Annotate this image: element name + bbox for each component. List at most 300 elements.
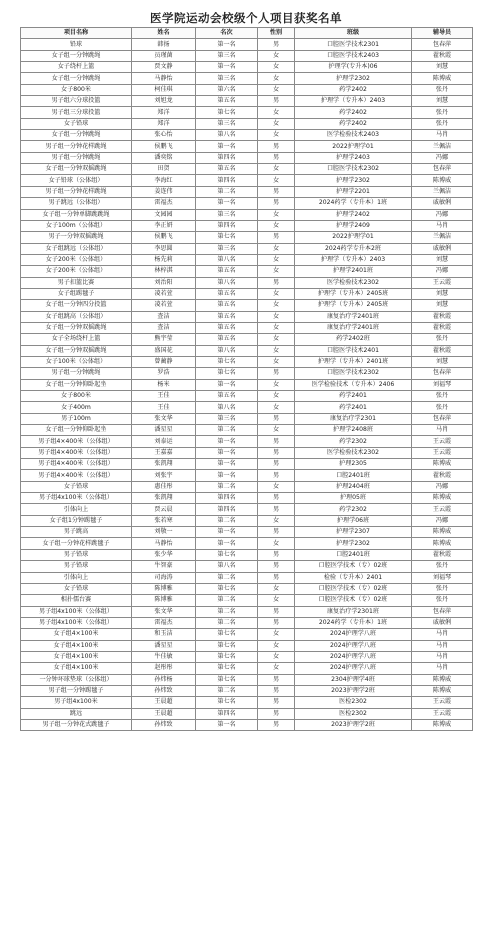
counselor-cell: 戚敏俐 bbox=[412, 243, 473, 254]
table-row bbox=[21, 243, 473, 254]
table-row bbox=[21, 152, 473, 163]
counselor-cell: 王云霞 bbox=[412, 697, 473, 708]
counselor-cell: 陈博威 bbox=[412, 685, 473, 696]
table-row bbox=[21, 549, 473, 560]
event-cell: 铅球 bbox=[21, 39, 132, 50]
event-cell: 女子铅球 bbox=[21, 118, 132, 129]
class-cell: 护理学06班 bbox=[295, 515, 412, 526]
rank-cell: 第五名 bbox=[196, 288, 258, 299]
table-row bbox=[21, 391, 473, 402]
class-cell: 护理学2302 bbox=[295, 175, 412, 186]
gender-cell: 女 bbox=[258, 243, 295, 254]
name-cell: 凌若萱 bbox=[132, 288, 196, 299]
name-cell: 凌若萱 bbox=[132, 300, 196, 311]
event-cell: 女子组4×100米 bbox=[21, 640, 132, 651]
rank-cell: 第八名 bbox=[196, 277, 258, 288]
gender-cell: 男 bbox=[258, 39, 295, 50]
event-cell: 男子组一分钟踢毽子 bbox=[21, 685, 132, 696]
gender-cell: 男 bbox=[258, 152, 295, 163]
rank-cell: 第四名 bbox=[196, 493, 258, 504]
event-cell: 女子组一分钟仰卧起坐 bbox=[21, 379, 132, 390]
name-cell: 张心怡 bbox=[132, 130, 196, 141]
class-cell: 护理学2408班 bbox=[295, 425, 412, 436]
counselor-cell: 翟秋霞 bbox=[412, 322, 473, 333]
gender-cell: 男 bbox=[258, 549, 295, 560]
gender-cell: 男 bbox=[258, 708, 295, 719]
gender-cell: 女 bbox=[258, 515, 295, 526]
counselor-cell: 陈博威 bbox=[412, 175, 473, 186]
name-cell: 王佳 bbox=[132, 402, 196, 413]
table-row bbox=[21, 527, 473, 538]
counselor-cell: 王云霞 bbox=[412, 436, 473, 447]
gender-cell: 女 bbox=[258, 640, 295, 651]
counselor-cell: 马肖 bbox=[412, 220, 473, 231]
event-cell: 男子100m bbox=[21, 413, 132, 424]
name-cell: 侯鹏飞 bbox=[132, 141, 196, 152]
award-table bbox=[20, 27, 473, 731]
event-cell: 男子组六分球投篮 bbox=[21, 96, 132, 107]
counselor-cell: 马肖 bbox=[412, 663, 473, 674]
rank-cell: 第五名 bbox=[196, 266, 258, 277]
gender-cell: 男 bbox=[258, 141, 295, 152]
rank-cell: 第七名 bbox=[196, 651, 258, 662]
rank-cell: 第一名 bbox=[196, 447, 258, 458]
gender-cell: 女 bbox=[258, 209, 295, 220]
counselor-cell: 刘福琴 bbox=[412, 379, 473, 390]
event-cell: 女子400m bbox=[21, 402, 132, 413]
event-cell: 男子跳远（公体组） bbox=[21, 198, 132, 209]
gender-cell: 女 bbox=[258, 164, 295, 175]
class-cell: 护理学2201 bbox=[295, 186, 412, 197]
name-cell: 陈博雅 bbox=[132, 595, 196, 606]
name-cell: 曾蔺静 bbox=[132, 356, 196, 367]
gender-cell: 女 bbox=[258, 84, 295, 95]
rank-cell: 第一名 bbox=[196, 527, 258, 538]
class-cell: 口腔医学技术2301 bbox=[295, 39, 412, 50]
table-row bbox=[21, 73, 473, 84]
name-cell: 和玉洁 bbox=[132, 629, 196, 640]
table-row bbox=[21, 62, 473, 73]
counselor-cell: 翟秋霞 bbox=[412, 345, 473, 356]
event-cell: 女子组一分钟双摇跳绳 bbox=[21, 164, 132, 175]
rank-cell: 第四名 bbox=[196, 152, 258, 163]
name-cell: 雷福杰 bbox=[132, 617, 196, 628]
rank-cell: 第七名 bbox=[196, 356, 258, 367]
event-cell: 男子组4×400米（公体组） bbox=[21, 436, 132, 447]
name-cell: 王晨超 bbox=[132, 708, 196, 719]
counselor-cell: 翟秋霞 bbox=[412, 549, 473, 560]
rank-cell: 第八名 bbox=[196, 130, 258, 141]
counselor-cell: 包春萍 bbox=[412, 164, 473, 175]
table-row bbox=[21, 719, 473, 730]
name-cell: 熊宇莹 bbox=[132, 334, 196, 345]
class-cell: 医学检验技术2302 bbox=[295, 447, 412, 458]
rank-cell: 第二名 bbox=[196, 515, 258, 526]
table-row bbox=[21, 697, 473, 708]
class-cell: 2022护理学01 bbox=[295, 232, 412, 243]
counselor-cell: 刘慧 bbox=[412, 356, 473, 367]
rank-cell: 第八名 bbox=[196, 254, 258, 265]
gender-cell: 女 bbox=[258, 50, 295, 61]
class-cell: 康复治疗学2401班 bbox=[295, 322, 412, 333]
header-event: 项目名称 bbox=[21, 28, 132, 39]
gender-cell: 女 bbox=[258, 300, 295, 311]
class-cell: 药学2401 bbox=[295, 402, 412, 413]
name-cell: 司海涛 bbox=[132, 572, 196, 583]
rank-cell: 第五名 bbox=[196, 311, 258, 322]
counselor-cell: 陈博威 bbox=[412, 674, 473, 685]
event-cell: 女子组一分钟花样跳毽子 bbox=[21, 538, 132, 549]
counselor-cell: 马肖 bbox=[412, 640, 473, 651]
counselor-cell: 王云霞 bbox=[412, 447, 473, 458]
table-row bbox=[21, 209, 473, 220]
counselor-cell: 包春萍 bbox=[412, 606, 473, 617]
class-cell: 2022护理学01 bbox=[295, 141, 412, 152]
event-cell: 男子组4x100米 bbox=[21, 697, 132, 708]
class-cell: 口腔医学技术（专）02班 bbox=[295, 561, 412, 572]
counselor-cell: 包春萍 bbox=[412, 413, 473, 424]
name-cell: 韩扬 bbox=[132, 39, 196, 50]
name-cell: 李思圆 bbox=[132, 243, 196, 254]
table-row bbox=[21, 254, 473, 265]
counselor-cell: 王云霞 bbox=[412, 277, 473, 288]
table-row bbox=[21, 164, 473, 175]
gender-cell: 男 bbox=[258, 719, 295, 730]
counselor-cell: 马肖 bbox=[412, 651, 473, 662]
event-cell: 女子100m（公体组） bbox=[21, 220, 132, 231]
name-cell: 张若寒 bbox=[132, 515, 196, 526]
counselor-cell: 刘慧 bbox=[412, 96, 473, 107]
rank-cell: 第二名 bbox=[196, 481, 258, 492]
counselor-cell: 冯娜 bbox=[412, 152, 473, 163]
event-cell: 男子组一分钟花式跳毽子 bbox=[21, 719, 132, 730]
rank-cell: 第一名 bbox=[196, 141, 258, 152]
name-cell: 王嘉嘉 bbox=[132, 447, 196, 458]
name-cell: 潘星星 bbox=[132, 640, 196, 651]
counselor-cell: 冯娜 bbox=[412, 209, 473, 220]
table-row bbox=[21, 674, 473, 685]
rank-cell: 第五名 bbox=[196, 334, 258, 345]
counselor-cell: 翟秋霞 bbox=[412, 311, 473, 322]
gender-cell: 女 bbox=[258, 391, 295, 402]
table-row bbox=[21, 561, 473, 572]
class-cell: 药学2402 bbox=[295, 118, 412, 129]
event-cell: 女子铅球（公体组） bbox=[21, 175, 132, 186]
class-cell: 护理学（专升本）2405班 bbox=[295, 300, 412, 311]
rank-cell: 第二名 bbox=[196, 572, 258, 583]
event-cell: 女子组一分钟单脚跳跳绳 bbox=[21, 209, 132, 220]
event-cell: 男子扣篮比赛 bbox=[21, 277, 132, 288]
class-cell: 2024护理学八班 bbox=[295, 629, 412, 640]
gender-cell: 女 bbox=[258, 595, 295, 606]
counselor-cell: 张丹 bbox=[412, 561, 473, 572]
table-row bbox=[21, 708, 473, 719]
counselor-cell: 张丹 bbox=[412, 118, 473, 129]
class-cell: 2024护理学八班 bbox=[295, 640, 412, 651]
gender-cell: 男 bbox=[258, 606, 295, 617]
rank-cell: 第七名 bbox=[196, 629, 258, 640]
counselor-cell: 兰佩洁 bbox=[412, 141, 473, 152]
gender-cell: 女 bbox=[258, 311, 295, 322]
event-cell: 女子组1分钟踢毽子 bbox=[21, 515, 132, 526]
name-cell: 张凯翔 bbox=[132, 459, 196, 470]
table-row bbox=[21, 413, 473, 424]
event-cell: 女子全场绕杆上篮 bbox=[21, 334, 132, 345]
class-cell: 康复治疗学2301 bbox=[295, 413, 412, 424]
gender-cell: 男 bbox=[258, 436, 295, 447]
table-row bbox=[21, 538, 473, 549]
table-row bbox=[21, 583, 473, 594]
name-cell: 孙炜致 bbox=[132, 685, 196, 696]
class-cell: 2023护理学2班 bbox=[295, 685, 412, 696]
name-cell: 杨先莉 bbox=[132, 254, 196, 265]
event-cell: 男子组一分钟花样跳绳 bbox=[21, 186, 132, 197]
gender-cell: 女 bbox=[258, 345, 295, 356]
gender-cell: 男 bbox=[258, 459, 295, 470]
table-row bbox=[21, 685, 473, 696]
name-cell: 惠佳彤 bbox=[132, 481, 196, 492]
table-row bbox=[21, 311, 473, 322]
table-row bbox=[21, 368, 473, 379]
rank-cell: 第五名 bbox=[196, 96, 258, 107]
table-row bbox=[21, 379, 473, 390]
name-cell: 王佳 bbox=[132, 391, 196, 402]
table-row bbox=[21, 186, 473, 197]
rank-cell: 第三名 bbox=[196, 118, 258, 129]
class-cell: 药学2401 bbox=[295, 391, 412, 402]
counselor-cell: 张丹 bbox=[412, 583, 473, 594]
event-cell: 女子100米（公体组） bbox=[21, 356, 132, 367]
name-cell: 盛国花 bbox=[132, 345, 196, 356]
class-cell: 护理2305 bbox=[295, 459, 412, 470]
table-row bbox=[21, 504, 473, 515]
class-cell: 2024药学专升本2班 bbox=[295, 243, 412, 254]
class-cell: 口腔2401班 bbox=[295, 470, 412, 481]
rank-cell: 第七名 bbox=[196, 674, 258, 685]
table-row bbox=[21, 322, 473, 333]
class-cell: 2023护理学2班 bbox=[295, 719, 412, 730]
class-cell: 医检2302 bbox=[295, 708, 412, 719]
counselor-cell: 王云霞 bbox=[412, 708, 473, 719]
table-row bbox=[21, 300, 473, 311]
counselor-cell: 张丹 bbox=[412, 107, 473, 118]
rank-cell: 第七名 bbox=[196, 368, 258, 379]
name-cell: 查洁 bbox=[132, 311, 196, 322]
table-row bbox=[21, 402, 473, 413]
counselor-cell: 陈博威 bbox=[412, 73, 473, 84]
gender-cell: 女 bbox=[258, 356, 295, 367]
rank-cell: 第一名 bbox=[196, 62, 258, 73]
event-cell: 女子组踢毽子 bbox=[21, 288, 132, 299]
gender-cell: 男 bbox=[258, 368, 295, 379]
gender-cell: 男 bbox=[258, 527, 295, 538]
gender-cell: 男 bbox=[258, 413, 295, 424]
class-cell: 口腔医学技术2302 bbox=[295, 164, 412, 175]
class-cell: 护理学2402 bbox=[295, 209, 412, 220]
class-cell: 护理05班 bbox=[295, 493, 412, 504]
gender-cell: 女 bbox=[258, 663, 295, 674]
event-cell: 跳远 bbox=[21, 708, 132, 719]
rank-cell: 第二名 bbox=[196, 425, 258, 436]
gender-cell: 男 bbox=[258, 277, 295, 288]
table-row bbox=[21, 425, 473, 436]
class-cell: 2024药学（专升本）1班 bbox=[295, 617, 412, 628]
event-cell: 女子800米 bbox=[21, 391, 132, 402]
table-row bbox=[21, 334, 473, 345]
header-name: 姓名 bbox=[132, 28, 196, 39]
counselor-cell: 陈博威 bbox=[412, 527, 473, 538]
class-cell: 医学检验技术2302 bbox=[295, 277, 412, 288]
name-cell: 罗浩 bbox=[132, 368, 196, 379]
event-cell: 女子200米（公体组） bbox=[21, 266, 132, 277]
class-cell: 医学检验技术2403 bbox=[295, 130, 412, 141]
counselor-cell: 翟秋霞 bbox=[412, 50, 473, 61]
name-cell: 赵彤彤 bbox=[132, 663, 196, 674]
table-row bbox=[21, 130, 473, 141]
gender-cell: 男 bbox=[258, 674, 295, 685]
event-cell: 男子组一分钟跳绳 bbox=[21, 368, 132, 379]
rank-cell: 第二名 bbox=[196, 186, 258, 197]
name-cell: 文园园 bbox=[132, 209, 196, 220]
gender-cell: 男 bbox=[258, 470, 295, 481]
rank-cell: 第一名 bbox=[196, 459, 258, 470]
event-cell: 女子组一分钟跳绳 bbox=[21, 50, 132, 61]
counselor-cell: 陈博威 bbox=[412, 719, 473, 730]
name-cell: 贾文静 bbox=[132, 62, 196, 73]
class-cell: 药学2402 bbox=[295, 107, 412, 118]
event-cell: 女子组一分钟四分投篮 bbox=[21, 300, 132, 311]
gender-cell: 女 bbox=[258, 379, 295, 390]
gender-cell: 女 bbox=[258, 118, 295, 129]
rank-cell: 第一名 bbox=[196, 436, 258, 447]
header-gender: 性别 bbox=[258, 28, 295, 39]
event-cell: 女子组跳远（公体组） bbox=[21, 243, 132, 254]
event-cell: 一分钟坏球垫球（公体组） bbox=[21, 674, 132, 685]
table-row bbox=[21, 50, 473, 61]
counselor-cell: 包春萍 bbox=[412, 39, 473, 50]
table-row bbox=[21, 651, 473, 662]
gender-cell: 女 bbox=[258, 175, 295, 186]
gender-cell: 男 bbox=[258, 617, 295, 628]
counselor-cell: 陈博威 bbox=[412, 538, 473, 549]
name-cell: 李海红 bbox=[132, 175, 196, 186]
name-cell: 田贺 bbox=[132, 164, 196, 175]
class-cell: 口腔医学技术2302 bbox=[295, 368, 412, 379]
rank-cell: 第三名 bbox=[196, 73, 258, 84]
name-cell: 牛智豪 bbox=[132, 561, 196, 572]
name-cell: 张文华 bbox=[132, 606, 196, 617]
gender-cell: 男 bbox=[258, 96, 295, 107]
table-body bbox=[21, 39, 473, 731]
event-cell: 男子铅球 bbox=[21, 549, 132, 560]
header-rank: 名次 bbox=[196, 28, 258, 39]
counselor-cell: 王云霞 bbox=[412, 504, 473, 515]
header-class: 班级 bbox=[295, 28, 412, 39]
rank-cell: 第二名 bbox=[196, 617, 258, 628]
name-cell: 马静怡 bbox=[132, 73, 196, 84]
rank-cell: 第七名 bbox=[196, 697, 258, 708]
class-cell: 药学2302 bbox=[295, 504, 412, 515]
table-row bbox=[21, 629, 473, 640]
counselor-cell: 马肖 bbox=[412, 629, 473, 640]
rank-cell: 第三名 bbox=[196, 50, 258, 61]
rank-cell: 第八名 bbox=[196, 561, 258, 572]
rank-cell: 第七名 bbox=[196, 107, 258, 118]
gender-cell: 男 bbox=[258, 561, 295, 572]
event-cell: 女子组一分钟跳绳 bbox=[21, 73, 132, 84]
event-cell: 女子铅球 bbox=[21, 583, 132, 594]
gender-cell: 女 bbox=[258, 334, 295, 345]
counselor-cell: 张丹 bbox=[412, 84, 473, 95]
event-cell: 引体向上 bbox=[21, 504, 132, 515]
counselor-cell: 刘慧 bbox=[412, 300, 473, 311]
class-cell: 2304护理学4班 bbox=[295, 674, 412, 685]
gender-cell: 男 bbox=[258, 685, 295, 696]
class-cell: 药学2302 bbox=[295, 436, 412, 447]
rank-cell: 第一名 bbox=[196, 538, 258, 549]
event-cell: 女子组4×100米 bbox=[21, 663, 132, 674]
table-row bbox=[21, 175, 473, 186]
gender-cell: 女 bbox=[258, 481, 295, 492]
class-cell: 口腔2401班 bbox=[295, 549, 412, 560]
gender-cell: 女 bbox=[258, 254, 295, 265]
rank-cell: 第三名 bbox=[196, 243, 258, 254]
gender-cell: 女 bbox=[258, 322, 295, 333]
gender-cell: 男 bbox=[258, 198, 295, 209]
name-cell: 侯鹏飞 bbox=[132, 232, 196, 243]
event-cell: 女子组一分钟跳绳 bbox=[21, 130, 132, 141]
class-cell: 护理学2401班 bbox=[295, 266, 412, 277]
class-cell: 护理学(专升本)06 bbox=[295, 62, 412, 73]
counselor-cell: 马肖 bbox=[412, 130, 473, 141]
rank-cell: 第五名 bbox=[196, 322, 258, 333]
name-cell: 查洁 bbox=[132, 322, 196, 333]
counselor-cell: 张丹 bbox=[412, 391, 473, 402]
event-cell: 女子组一分钟仰卧起坐 bbox=[21, 425, 132, 436]
name-cell: 张文华 bbox=[132, 413, 196, 424]
class-cell: 药学2402 bbox=[295, 84, 412, 95]
gender-cell: 男 bbox=[258, 447, 295, 458]
class-cell: 口腔医学技术（专）02班 bbox=[295, 583, 412, 594]
counselor-cell: 马肖 bbox=[412, 425, 473, 436]
table-row bbox=[21, 470, 473, 481]
gender-cell: 男 bbox=[258, 186, 295, 197]
name-cell: 郑洋 bbox=[132, 107, 196, 118]
counselor-cell: 张丹 bbox=[412, 334, 473, 345]
name-cell: 潘奕铭 bbox=[132, 152, 196, 163]
counselor-cell: 兰佩洁 bbox=[412, 232, 473, 243]
rank-cell: 第一名 bbox=[196, 719, 258, 730]
counselor-cell: 张丹 bbox=[412, 402, 473, 413]
event-cell: 女子800米 bbox=[21, 84, 132, 95]
gender-cell: 女 bbox=[258, 425, 295, 436]
rank-cell: 第七名 bbox=[196, 549, 258, 560]
gender-cell: 女 bbox=[258, 402, 295, 413]
class-cell: 2024护理学八班 bbox=[295, 663, 412, 674]
rank-cell: 第一名 bbox=[196, 379, 258, 390]
name-cell: 陈博雅 bbox=[132, 583, 196, 594]
name-cell: 潘星星 bbox=[132, 425, 196, 436]
rank-cell: 第三名 bbox=[196, 209, 258, 220]
gender-cell: 男 bbox=[258, 697, 295, 708]
name-cell: 张少华 bbox=[132, 549, 196, 560]
table-row bbox=[21, 266, 473, 277]
counselor-cell: 戚敏俐 bbox=[412, 198, 473, 209]
counselor-cell: 冯娜 bbox=[412, 515, 473, 526]
gender-cell: 女 bbox=[258, 130, 295, 141]
rank-cell: 第四名 bbox=[196, 708, 258, 719]
class-cell: 护理学2307 bbox=[295, 527, 412, 538]
